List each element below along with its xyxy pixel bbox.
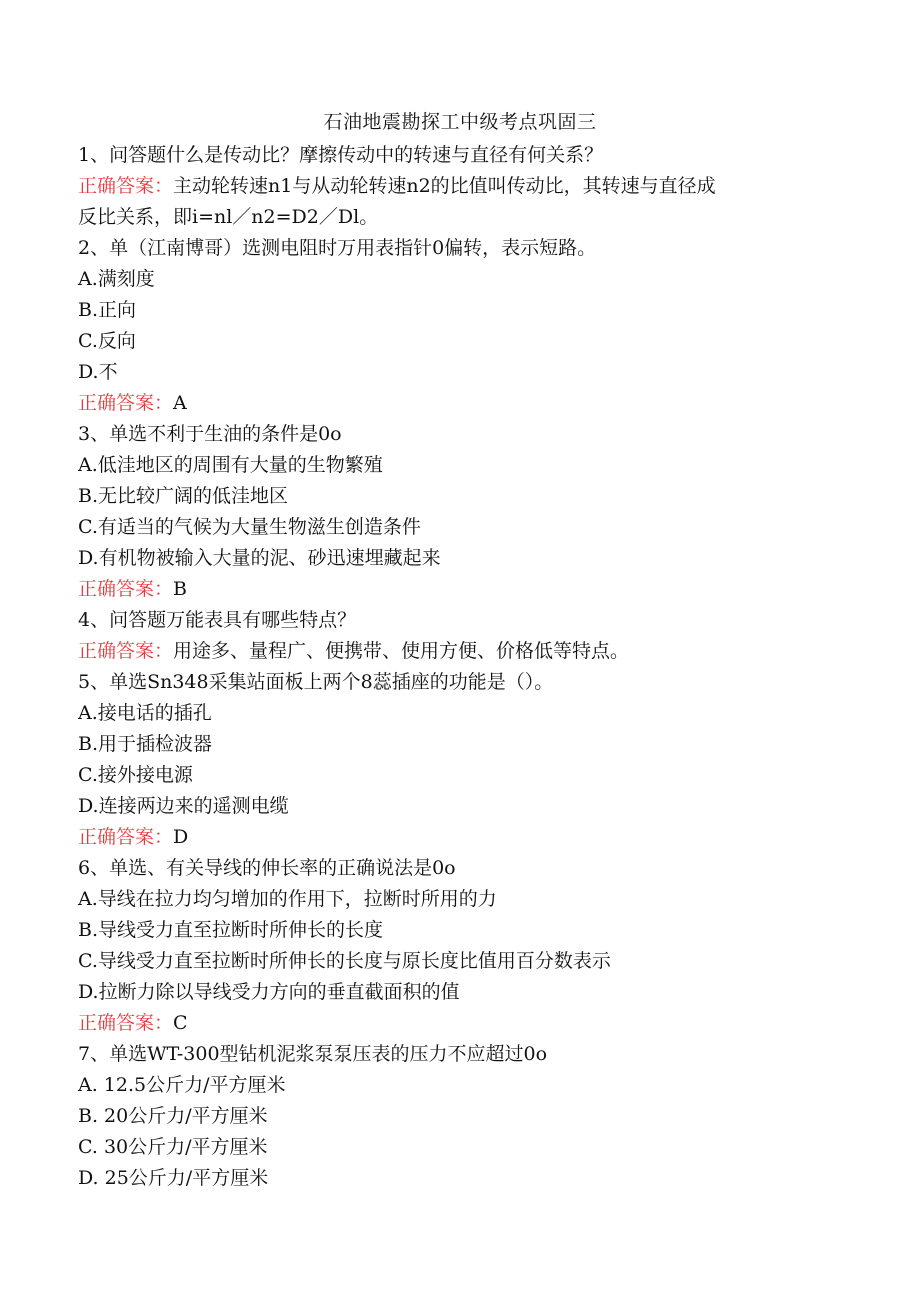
answer-2-value: A <box>173 392 187 414</box>
option: A.导线在拉力均匀增加的作用下，拉断时所用的力 <box>78 888 497 910</box>
question-2: 2、单（江南博哥）选测电阻时万用表指针0偏转，表示短路。 <box>78 237 597 259</box>
page-title: 石油地震勘探工中级考点巩固三 <box>323 111 597 133</box>
question-1: 1、问答题什么是传动比？摩擦传动中的转速与直径有何关系？ <box>78 144 604 166</box>
option: B.用于插检波器 <box>78 733 213 755</box>
option: D.连接两边来的遥测电缆 <box>78 795 289 817</box>
option: D.有机物被输入大量的泥、砂迅速埋藏起来 <box>78 547 441 569</box>
question-6: 6、单选、有关导线的伸长率的正确说法是0o <box>78 857 456 879</box>
option: D.拉断力除以导线受力方向的垂直截面积的值 <box>78 981 460 1003</box>
option: C. 30公斤力/平方厘米 <box>78 1136 268 1158</box>
answer-4-text: 用途多、量程广、便携带、使用方便、价格低等特点。 <box>173 640 630 662</box>
option: C.接外接电源 <box>78 764 193 786</box>
option: D. 25公斤力/平方厘米 <box>78 1167 269 1189</box>
option: B.正向 <box>78 299 137 321</box>
question-7: 7、单选WT-300型钻机泥浆泵泵压表的压力不应超过0o <box>78 1043 548 1065</box>
option: B.导线受力直至拉断时所伸长的长度 <box>78 919 384 941</box>
answer-4 <box>78 636 798 667</box>
option: A.接电话的插孔 <box>78 702 212 724</box>
answer-1-text-line1: 主动轮转速n1与从动轮转速n2的比值叫传动比，其转速与直径成 <box>173 175 716 197</box>
answer-2 <box>78 388 798 419</box>
answer-label: 正确答案： <box>78 175 174 197</box>
question-list <box>78 140 798 1194</box>
answer-6 <box>78 1008 798 1039</box>
option: B.无比较广阔的低洼地区 <box>78 485 289 507</box>
question-3: 3、单选不利于生油的条件是0o <box>78 423 342 445</box>
option: C.反向 <box>78 330 136 352</box>
option: A.低洼地区的周围有大量的生物繁殖 <box>78 454 383 476</box>
answer-3-value: B <box>173 578 187 600</box>
option: C.有适当的气候为大量生物滋生创造条件 <box>78 516 421 538</box>
answer-label: 正确答案： <box>78 826 174 848</box>
option: A.满刻度 <box>78 268 155 290</box>
answer-5 <box>78 822 798 853</box>
answer-label: 正确答案： <box>78 578 174 600</box>
answer-5-value: D <box>173 826 189 848</box>
answer-1 <box>78 171 798 202</box>
option: D.不 <box>78 361 118 383</box>
answer-3 <box>78 574 798 605</box>
answer-1-text-line2: 反比关系，即i=nl／n2=D2／Dl。 <box>78 206 379 228</box>
answer-label: 正确答案： <box>78 1012 174 1034</box>
answer-label: 正确答案： <box>78 392 174 414</box>
option: B. 20公斤力/平方厘米 <box>78 1105 268 1127</box>
answer-6-value: C <box>173 1012 188 1034</box>
option: C.导线受力直至拉断时所伸长的长度与原长度比值用百分数表示 <box>78 950 611 972</box>
option: A. 12.5公斤力/平方厘米 <box>78 1074 286 1096</box>
answer-label: 正确答案： <box>78 640 174 662</box>
question-5: 5、单选Sn348采集站面板上两个8蕊插座的功能是（）。 <box>78 671 554 693</box>
question-4: 4、问答题万能表具有哪些特点？ <box>78 609 357 631</box>
